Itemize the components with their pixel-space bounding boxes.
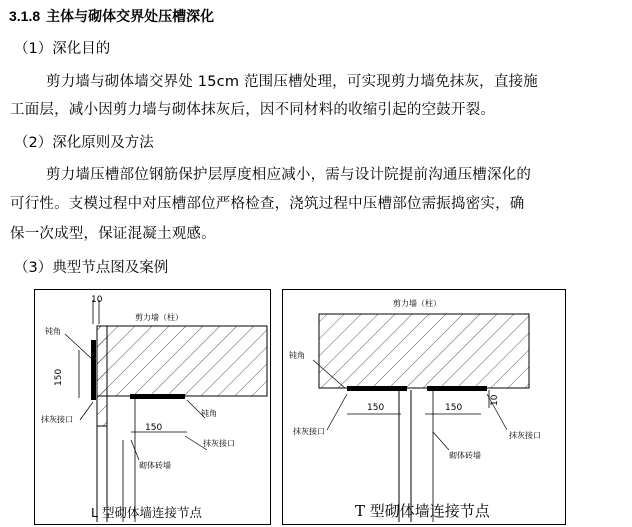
section-title xyxy=(9,6,214,26)
l-label-plaster-right: 抹灰接口 xyxy=(203,439,235,448)
t-label-plaster-right: 抹灰接口 xyxy=(509,431,541,440)
shear-wall-section xyxy=(319,314,529,388)
l-dim-side: 150 xyxy=(54,368,64,386)
shear-wall-section xyxy=(97,326,267,396)
l-label-masonry: 砌体砖墙 xyxy=(139,461,171,470)
t-dim-left: 150 xyxy=(367,403,385,413)
item-1-heading: （1）深化目的 xyxy=(14,41,111,57)
item-2-line-1: 剪力墙压槽部位钢筋保护层厚度相应减小，需与设计院提前沟通压槽深化的 xyxy=(46,167,532,183)
t-dim-side: 10 xyxy=(490,394,500,406)
t-label-plaster-left: 抹灰接口 xyxy=(293,427,325,436)
l-label-plaster: 抹灰接口 xyxy=(41,415,73,424)
item-2-line-3: 保一次成型，保证混凝土观感。 xyxy=(10,226,216,242)
figure-t-type xyxy=(282,289,566,525)
t-label-masonry: 砌体砖墙 xyxy=(449,451,481,460)
item-1-line-2: 工面层，减小因剪力墙与砌体抹灰后，因不同材料的收缩引起的空鼓开裂。 xyxy=(10,102,496,118)
recess-strip-vertical xyxy=(91,340,96,400)
recess-strip-right xyxy=(427,386,487,391)
t-dim-right: 150 xyxy=(445,403,463,413)
recess-strip-horizontal xyxy=(130,394,185,399)
item-2-heading: （2）深化原则及方法 xyxy=(14,135,154,151)
l-dim-top: 10 xyxy=(91,295,103,305)
t-type-drawing xyxy=(283,290,565,524)
l-label-corner-top: 钝角 xyxy=(45,327,61,336)
l-dim-bottom: 150 xyxy=(145,423,163,433)
item-3-heading: （3）典型节点图及案例 xyxy=(14,260,169,276)
item-1-line-1: 剪力墙与砌体墙交界处 15cm 范围压槽处理，可实现剪力墙免抹灰，直接施 xyxy=(46,74,538,90)
recess-strip-left xyxy=(347,386,407,391)
shear-wall-column xyxy=(97,326,107,426)
item-2-line-2: 可行性。支模过程中对压槽部位严格检查，浇筑过程中压槽部位需振捣密实，确 xyxy=(10,196,525,212)
l-wall-label: 剪力墙（柱） xyxy=(135,313,183,322)
t-wall-label: 剪力墙（柱） xyxy=(393,299,441,308)
t-label-corner: 钝角 xyxy=(289,351,305,360)
section-number: 3.1.8 xyxy=(9,8,41,24)
l-type-drawing xyxy=(35,290,270,524)
t-caption: T 型砌体墙连接节点 xyxy=(355,502,490,520)
section-title-text: 主体与砌体交界处压槽深化 xyxy=(46,9,215,25)
l-caption: L 型砌体墙连接节点 xyxy=(91,505,202,520)
l-label-corner-right: 钝角 xyxy=(201,409,217,418)
figure-l-type xyxy=(34,289,271,525)
